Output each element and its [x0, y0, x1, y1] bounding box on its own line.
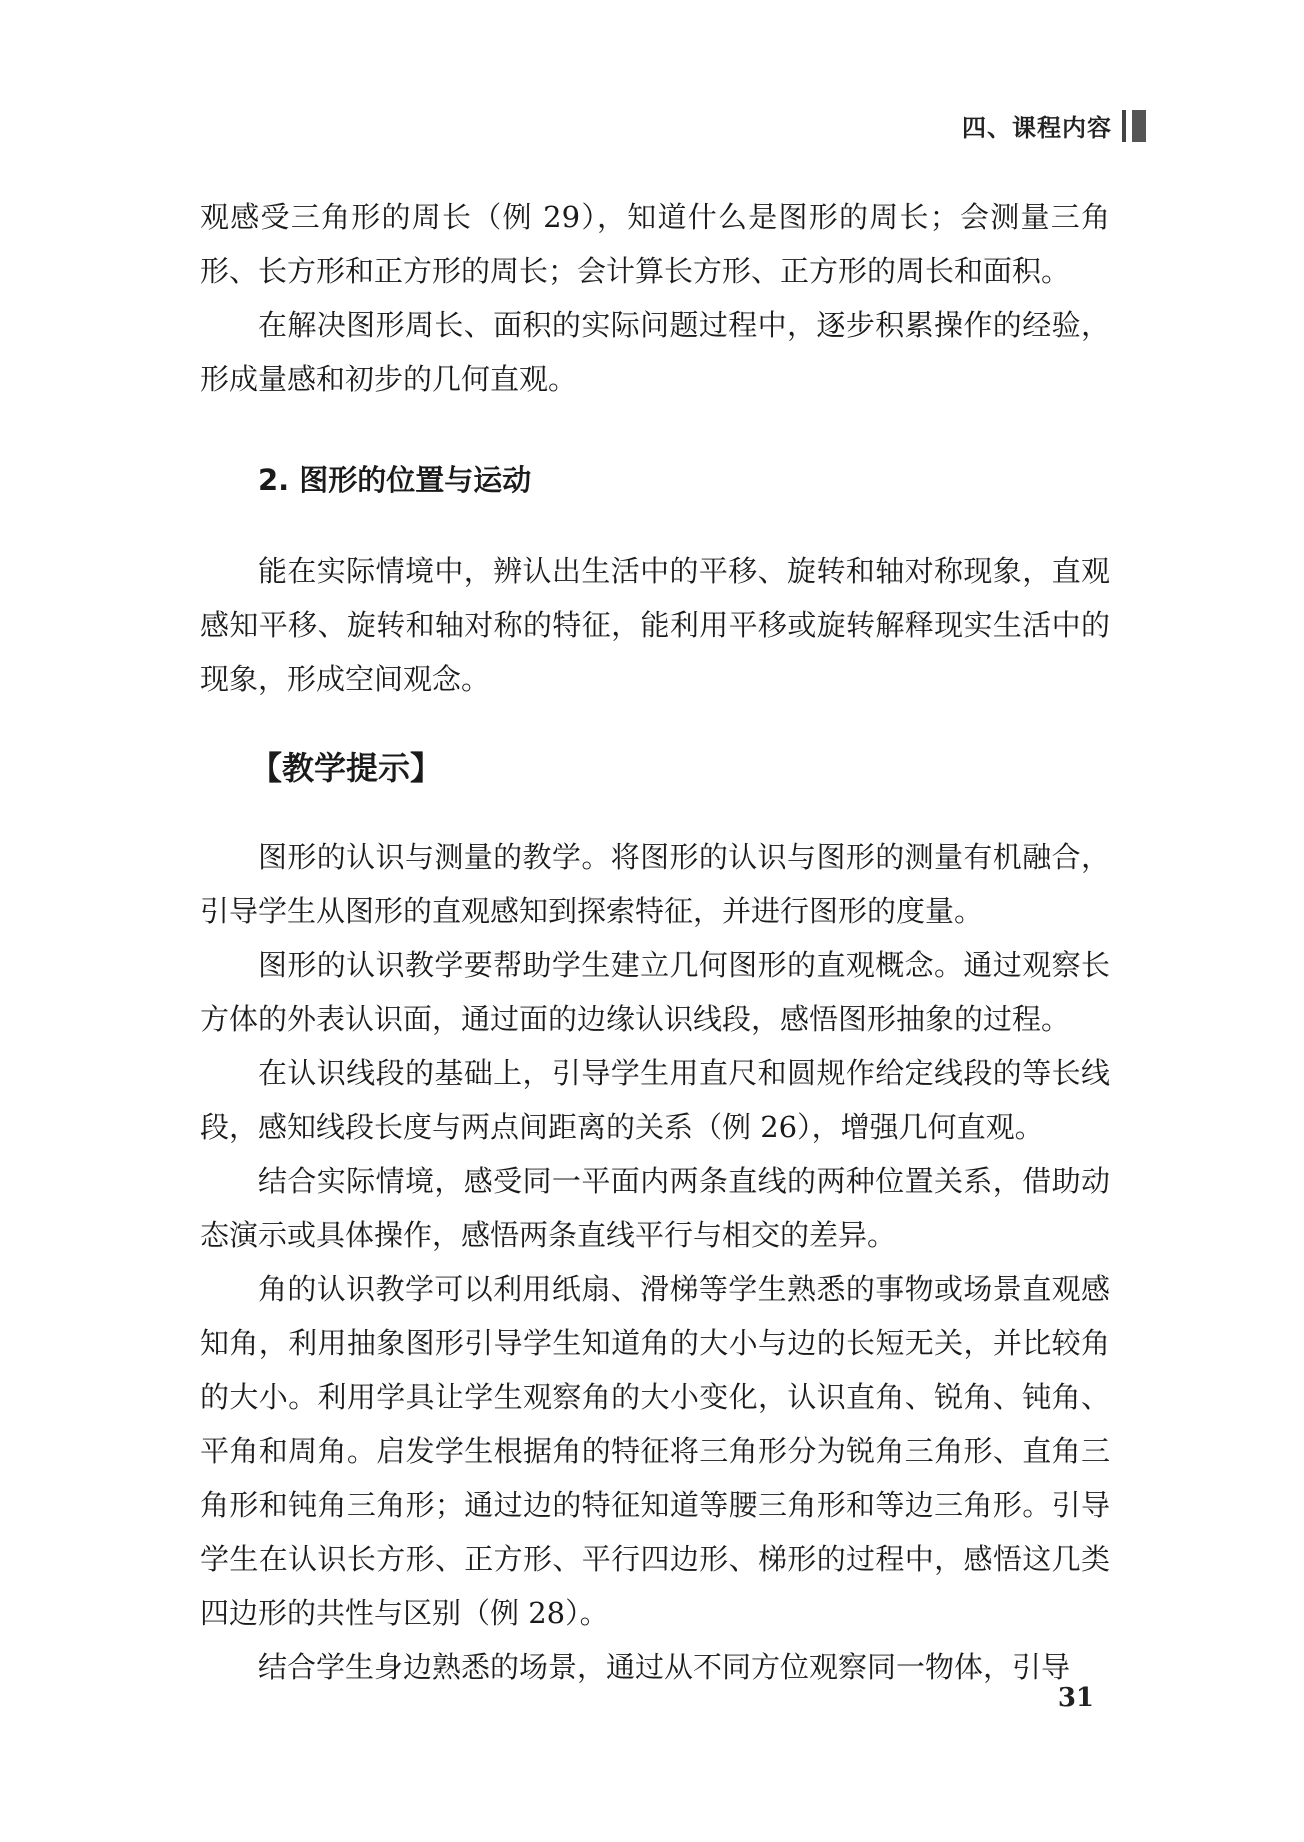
paragraph: 角的认识教学可以利用纸扇、滑梯等学生熟悉的事物或场景直观感知角，利用抽象图形引导学生知道角的大小与边的长短无关，并比较角的大小。利用学具让学生观察角的大小变化，认识直角、锐角、钝角、平角和周角。启发学生根据角的特征将三角形分为锐角三角形、直角三角形和钝角三角形；通过边的特征知道等腰三角形和等边三角形。引导学生在认识长方形、正方形、平行四边形、梯形的过程中，感悟这几类四边形的共性与区别（例 28）。 — [200, 1272, 1110, 1630]
running-header — [962, 108, 1146, 143]
paragraph: 结合实际情境，感受同一平面内两条直线的两种位置关系，借助动态演示或具体操作，感悟两条直线平行与相交的差异。 — [200, 1164, 1110, 1252]
paragraph: 在解决图形周长、面积的实际问题过程中，逐步积累操作的经验，形成量感和初步的几何直观。 — [200, 308, 1110, 396]
teaching-tips-heading: 【教学提示】 — [250, 749, 443, 787]
paragraph: 能在实际情境中，辨认出生活中的平移、旋转和轴对称现象，直观感知平移、旋转和轴对称的特征，能利用平移或旋转解释现实生活中的现象，形成空间观念。 — [200, 554, 1110, 696]
header-bar-marks — [1122, 110, 1146, 142]
paragraph: 图形的认识教学要帮助学生建立几何图形的直观概念。通过观察长方体的外表认识面，通过面的边缘认识线段，感悟图形抽象的过程。 — [200, 948, 1110, 1036]
header-bar-thin — [1122, 110, 1126, 142]
running-header-title: 四、课程内容 — [962, 114, 1112, 142]
paragraph: 图形的认识与测量的教学。将图形的认识与图形的测量有机融合，引导学生从图形的直观感知到探索特征，并进行图形的度量。 — [200, 840, 1110, 928]
subsection-heading: 2. 图形的位置与运动 — [258, 463, 532, 497]
paragraph-continued: 观感受三角形的周长（例 29），知道什么是图形的周长；会测量三角形、长方形和正方形的周长；会计算长方形、正方形的周长和面积。 — [200, 200, 1110, 288]
header-bar-thick — [1132, 110, 1146, 142]
page-number: 31 — [1057, 1683, 1094, 1713]
paragraph: 在认识线段的基础上，引导学生用直尺和圆规作给定线段的等长线段，感知线段长度与两点间距离的关系（例 26），增强几何直观。 — [200, 1056, 1110, 1144]
paragraph: 结合学生身边熟悉的场景，通过从不同方位观察同一物体，引导 — [258, 1650, 1071, 1684]
page-content — [200, 190, 1110, 1694]
